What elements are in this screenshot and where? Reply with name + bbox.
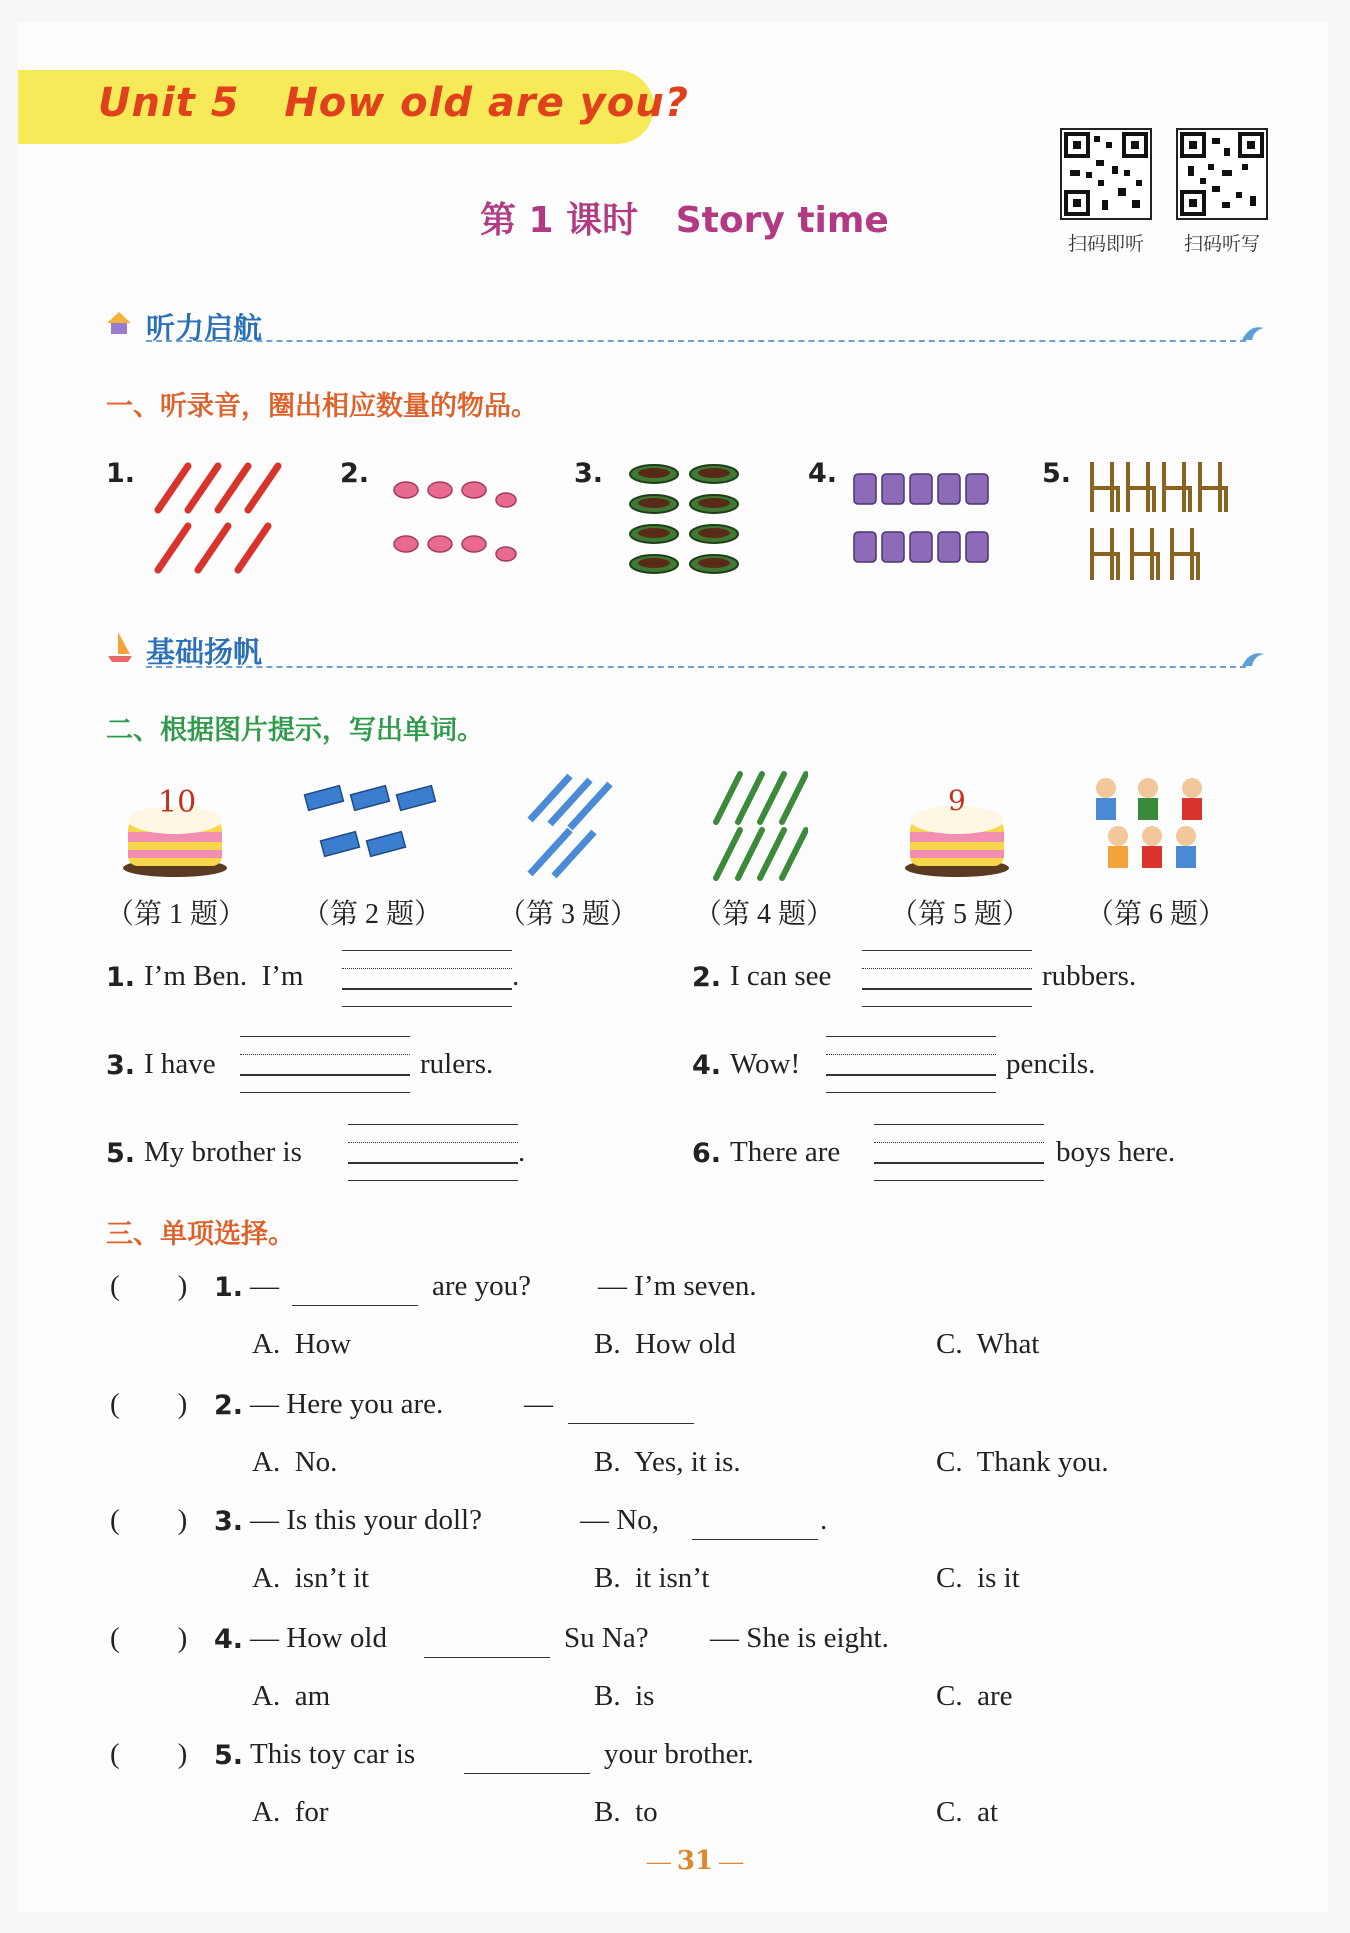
- svg-text:10: 10: [158, 785, 197, 820]
- picture-caption: （第 1 题）: [106, 899, 247, 930]
- sentence-text: rubbers.: [1042, 960, 1137, 992]
- question-text: .: [820, 1504, 828, 1536]
- question-text: — Is this your doll?: [250, 1504, 482, 1536]
- qr-code-icon: [1176, 128, 1268, 220]
- rulers-icon: [520, 770, 620, 880]
- answer-bracket[interactable]: ( ): [110, 1270, 188, 1302]
- sentence-text: pencils.: [1006, 1048, 1096, 1080]
- answer-bracket[interactable]: ( ): [110, 1622, 188, 1654]
- option-a[interactable]: A. for: [252, 1796, 329, 1828]
- page-number: 31: [676, 1846, 714, 1876]
- house-icon: [104, 308, 134, 338]
- sentence-text: rulers.: [420, 1048, 494, 1080]
- qr-code-icon: [1060, 128, 1152, 220]
- question-text: — No,: [580, 1504, 659, 1536]
- writing-lines[interactable]: [874, 1124, 1044, 1182]
- writing-lines[interactable]: [240, 1036, 410, 1094]
- sentence-text: .: [512, 960, 520, 992]
- item-number: 5.: [1042, 458, 1072, 489]
- question-number: 3.: [214, 1506, 244, 1537]
- question-title-3: 三、单项选择。: [106, 1219, 295, 1250]
- green-pencils-icon: [708, 768, 808, 884]
- sentence-number: 3.: [106, 1050, 136, 1081]
- pencils-icon[interactable]: [150, 458, 290, 578]
- section-title-listen: 听力启航: [146, 311, 263, 345]
- chairs-icon[interactable]: [1084, 458, 1234, 586]
- wave-icon: [1240, 648, 1266, 668]
- option-a[interactable]: A. am: [252, 1680, 331, 1712]
- unit-title: Unit 5 How old are you?: [98, 80, 689, 126]
- sentence-number: 1.: [106, 962, 136, 993]
- picture-caption: （第 2 题）: [302, 899, 443, 930]
- birthday-cake-9-icon: [902, 770, 1012, 880]
- picture-caption: （第 5 题）: [890, 899, 1031, 930]
- section-title-basic: 基础扬帆: [146, 635, 263, 669]
- answer-blank[interactable]: [464, 1772, 590, 1774]
- answer-blank[interactable]: [424, 1656, 550, 1658]
- question-text: —: [250, 1270, 279, 1302]
- writing-lines[interactable]: [342, 950, 512, 1008]
- sentence-text: boys here.: [1056, 1136, 1176, 1168]
- cookies-icon[interactable]: [626, 462, 746, 582]
- option-c[interactable]: C. What: [936, 1328, 1040, 1360]
- option-b[interactable]: B. How old: [594, 1328, 736, 1360]
- page-footer: — 31 —: [646, 1846, 744, 1876]
- answer-blank[interactable]: [292, 1304, 418, 1306]
- answer-bracket[interactable]: ( ): [110, 1504, 188, 1536]
- question-text: — She is eight.: [710, 1622, 889, 1654]
- sentence-number: 4.: [692, 1050, 722, 1081]
- question-text: — I’m seven.: [598, 1270, 757, 1302]
- question-text: — Here you are.: [250, 1388, 444, 1420]
- writing-lines[interactable]: [348, 1124, 518, 1182]
- sailboat-icon: [104, 630, 134, 664]
- question-text: — How old: [250, 1622, 387, 1654]
- question-text: are you?: [432, 1270, 532, 1302]
- robots-icon[interactable]: [848, 466, 998, 576]
- picture-caption: （第 3 题）: [498, 899, 639, 930]
- sentence-text: My brother is: [144, 1136, 302, 1168]
- question-text: Su Na?: [564, 1622, 649, 1654]
- option-b[interactable]: B. to: [594, 1796, 658, 1828]
- sentence-text: There are: [730, 1136, 841, 1168]
- wave-icon: [1240, 322, 1266, 342]
- qr-caption-listen: 扫码即听: [1067, 233, 1144, 255]
- question-number: 2.: [214, 1390, 244, 1421]
- question-number: 4.: [214, 1624, 244, 1655]
- sweets-icon[interactable]: [384, 468, 524, 578]
- option-b[interactable]: B. Yes, it is.: [594, 1446, 741, 1478]
- boys-icon: [1090, 774, 1214, 880]
- item-number: 4.: [808, 458, 838, 489]
- item-number: 3.: [574, 458, 604, 489]
- question-title-1: 一、听录音，圈出相应数量的物品。: [106, 391, 538, 422]
- question-text: This toy car is: [250, 1738, 416, 1770]
- writing-lines[interactable]: [826, 1036, 996, 1094]
- option-a[interactable]: A. isn’t it: [252, 1562, 370, 1594]
- option-c[interactable]: C. are: [936, 1680, 1013, 1712]
- sentence-number: 6.: [692, 1138, 722, 1169]
- answer-blank[interactable]: [692, 1538, 818, 1540]
- svg-text:9: 9: [948, 784, 966, 817]
- question-text: your brother.: [604, 1738, 754, 1770]
- option-c[interactable]: C. at: [936, 1796, 999, 1828]
- picture-caption: （第 6 题）: [1086, 899, 1227, 930]
- birthday-cake-10-icon: [120, 770, 230, 880]
- sentence-text: I’m Ben. I’m: [144, 960, 304, 992]
- qr-listen[interactable]: [1060, 128, 1152, 256]
- option-a[interactable]: A. No.: [252, 1446, 338, 1478]
- answer-blank[interactable]: [568, 1422, 694, 1424]
- question-number: 5.: [214, 1740, 244, 1771]
- item-number: 2.: [340, 458, 370, 489]
- question-title-2: 二、根据图片提示，写出单词。: [106, 715, 484, 746]
- sentence-text: .: [518, 1136, 526, 1168]
- sentence-text: I can see: [730, 960, 832, 992]
- option-c[interactable]: C. is it: [936, 1562, 1020, 1594]
- option-c[interactable]: C. Thank you.: [936, 1446, 1109, 1478]
- sentence-text: Wow!: [730, 1048, 801, 1080]
- section-divider: [146, 666, 1246, 668]
- sentence-number: 2.: [692, 962, 722, 993]
- question-number: 1.: [214, 1272, 244, 1303]
- rubbers-icon: [302, 780, 442, 870]
- writing-lines[interactable]: [862, 950, 1032, 1008]
- section-divider: [146, 340, 1246, 342]
- sentence-number: 5.: [106, 1138, 136, 1169]
- picture-caption: （第 4 题）: [694, 899, 835, 930]
- option-a[interactable]: A. How: [252, 1328, 352, 1360]
- answer-bracket[interactable]: ( ): [110, 1738, 188, 1770]
- option-b[interactable]: B. is: [594, 1680, 655, 1712]
- qr-caption-dictation: 扫码听写: [1183, 233, 1260, 255]
- question-text: —: [524, 1388, 553, 1420]
- answer-bracket[interactable]: ( ): [110, 1388, 188, 1420]
- lesson-title: 第 1 课时 Story time: [480, 200, 889, 241]
- qr-dictation[interactable]: [1176, 128, 1268, 256]
- option-b[interactable]: B. it isn’t: [594, 1562, 710, 1594]
- item-number: 1.: [106, 458, 136, 489]
- sentence-text: I have: [144, 1048, 216, 1080]
